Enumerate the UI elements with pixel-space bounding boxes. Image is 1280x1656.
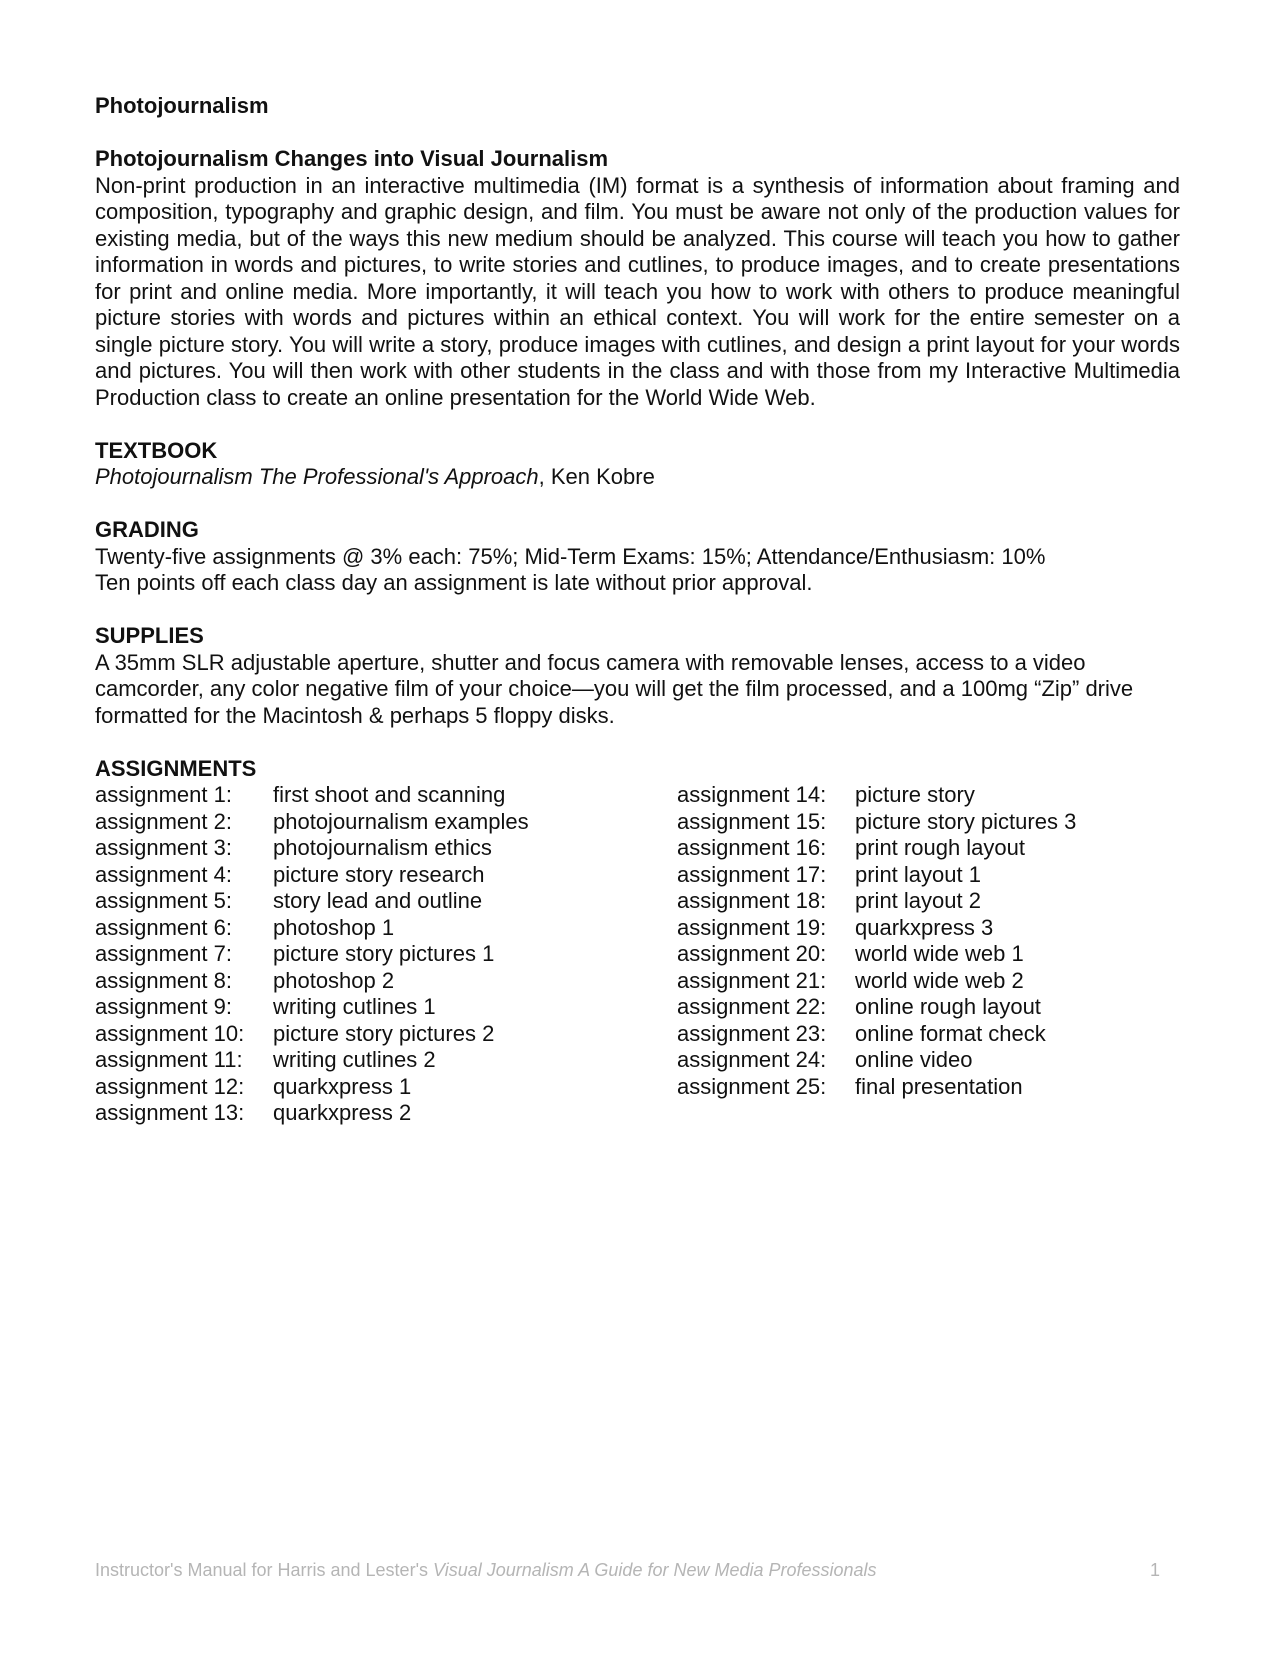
assignment-row [95, 1074, 677, 1101]
assignment-number: assignment 19: [677, 914, 827, 940]
assignment-number: assignment 23: [677, 1020, 827, 1046]
assignment-row [95, 994, 677, 1021]
assignment-description: picture story pictures 1 [273, 941, 495, 966]
assignment-description: online video [855, 1047, 973, 1072]
page-footer [95, 1559, 1160, 1581]
footer-book-title: Visual Journalism A Guide for New Media Professionals [433, 1560, 877, 1580]
assignment-row [677, 994, 1180, 1021]
assignment-description: picture story pictures 2 [273, 1020, 495, 1046]
assignments-grid [95, 782, 1180, 1127]
grading-line-2: Ten points off each class day an assignment is late without prior approval. [95, 570, 813, 595]
assignment-row [677, 862, 1180, 889]
textbook-author: , Ken Kobre [538, 464, 655, 489]
assignment-description: photojournalism examples [273, 808, 529, 834]
assignment-description: writing cutlines 2 [273, 1047, 436, 1072]
footer-prefix: Instructor's Manual for Harris and Lester's [95, 1560, 434, 1580]
assignment-number: assignment 16: [677, 835, 827, 860]
assignment-row [95, 862, 677, 889]
assignment-description: quarkxpress 1 [273, 1073, 412, 1099]
assignment-number: assignment 17: [677, 861, 827, 887]
assignment-row [677, 1047, 1180, 1074]
assignment-number: assignment 2: [95, 808, 232, 834]
assignment-description: quarkxpress 3 [855, 914, 994, 940]
assignment-number: assignment 9: [95, 994, 232, 1019]
assignment-description: picture story research [273, 861, 485, 887]
assignment-number: assignment 10: [95, 1020, 245, 1046]
assignment-row [677, 782, 1180, 809]
assignment-row [677, 968, 1180, 995]
assignment-description: quarkxpress 2 [273, 1100, 412, 1125]
assignment-number: assignment 12: [95, 1073, 245, 1099]
assignment-description: picture story [855, 782, 975, 807]
assignment-row [95, 782, 677, 809]
assignment-number: assignment 20: [677, 941, 827, 966]
assignment-row [677, 835, 1180, 862]
assignment-description: photoshop 2 [273, 967, 395, 993]
assignment-number: assignment 11: [95, 1047, 243, 1072]
assignment-description: print rough layout [855, 835, 1025, 860]
assignment-description: world wide web 2 [855, 967, 1024, 993]
assignment-row [677, 941, 1180, 968]
assignment-row [677, 888, 1180, 915]
assignments-right-column [677, 782, 1180, 1127]
supplies-heading: SUPPLIES [95, 623, 204, 648]
assignment-description: photoshop 1 [273, 914, 395, 940]
assignment-row [95, 915, 677, 942]
assignment-row [677, 809, 1180, 836]
grading-section [95, 517, 1180, 597]
assignments-heading: ASSIGNMENTS [95, 755, 257, 781]
assignment-description: writing cutlines 1 [273, 994, 436, 1019]
assignment-number: assignment 25: [677, 1073, 827, 1099]
page-number: 1 [1149, 1560, 1160, 1580]
assignment-number: assignment 5: [95, 888, 232, 913]
assignment-description: final presentation [855, 1073, 1023, 1099]
assignment-description: story lead and outline [273, 888, 483, 913]
assignment-number: assignment 24: [677, 1047, 827, 1072]
assignment-row [677, 1021, 1180, 1048]
assignment-description: picture story pictures 3 [855, 808, 1077, 834]
assignments-left-column [95, 782, 677, 1127]
assignment-number: assignment 7: [95, 941, 232, 966]
assignment-description: online rough layout [855, 994, 1041, 1019]
document-title: Photojournalism [95, 93, 269, 118]
supplies-section [95, 623, 1180, 729]
assignment-number: assignment 14: [677, 782, 827, 807]
assignment-row [95, 1021, 677, 1048]
textbook-citation [95, 464, 1180, 491]
document-page [95, 93, 1180, 1127]
assignment-number: assignment 6: [95, 914, 232, 940]
assignment-number: assignment 21: [677, 967, 827, 993]
assignment-number: assignment 3: [95, 835, 232, 860]
supplies-text: A 35mm SLR adjustable aperture, shutter and focus camera with removable lenses, access to a video camcorder, any color negative film of your choice—you will get the film processed, and a 100mg “Zip” drive formatted for the Macintosh & perhaps 5 floppy disks. [95, 649, 1134, 728]
document-subtitle: Photojournalism Changes into Visual Journalism [95, 146, 609, 171]
assignments-section [95, 756, 1180, 1127]
grading-line-1: Twenty-five assignments @ 3% each: 75%; Mid-Term Exams: 15%; Attendance/Enthusiasm: 10% [95, 543, 1046, 569]
assignment-description: print layout 1 [855, 861, 981, 887]
assignment-description: print layout 2 [855, 888, 981, 913]
assignment-row [95, 888, 677, 915]
assignment-row [95, 941, 677, 968]
assignment-row [95, 809, 677, 836]
assignment-row [95, 1100, 677, 1127]
textbook-title: Photojournalism The Professional's Approach [95, 464, 539, 489]
assignment-number: assignment 13: [95, 1100, 245, 1125]
assignment-number: assignment 15: [677, 808, 827, 834]
assignment-row [95, 835, 677, 862]
assignment-description: photojournalism ethics [273, 835, 492, 860]
assignment-number: assignment 1: [95, 782, 232, 807]
textbook-section [95, 438, 1180, 491]
footer-text [95, 1559, 877, 1581]
textbook-heading: TEXTBOOK [95, 437, 218, 463]
grading-heading: GRADING [95, 517, 199, 542]
assignment-description: world wide web 1 [855, 941, 1024, 966]
assignment-row [95, 1047, 677, 1074]
assignment-number: assignment 4: [95, 861, 232, 887]
assignment-number: assignment 22: [677, 994, 827, 1019]
assignment-row [677, 1074, 1180, 1101]
assignment-number: assignment 18: [677, 888, 827, 913]
assignment-description: first shoot and scanning [273, 782, 506, 807]
intro-paragraph: Non-print production in an interactive multimedia (IM) format is a synthesis of information about framing and composition, typography and graphic design, and film. You must be aware not only of the production values for existing media, but of the ways this new medium should be analyzed. This course will teach you how to gather information in words and pictures, to write stories and cutlines, to produce images, and to create presentations for print and online media. More importantly, it will teach you how to work with others to produce meaningful picture stories with words and pictures within an ethical context. You will work for the entire semester on a single picture story. You will write a story, produce images with cutlines, and design a print layout for your words and pictures. You will then work with other students in the class and with those from my Interactive Multimedia Production class to create an online presentation for the World Wide Web. [95, 172, 1180, 410]
assignment-row [95, 968, 677, 995]
assignment-number: assignment 8: [95, 967, 232, 993]
assignment-row [677, 915, 1180, 942]
assignment-description: online format check [855, 1020, 1046, 1046]
